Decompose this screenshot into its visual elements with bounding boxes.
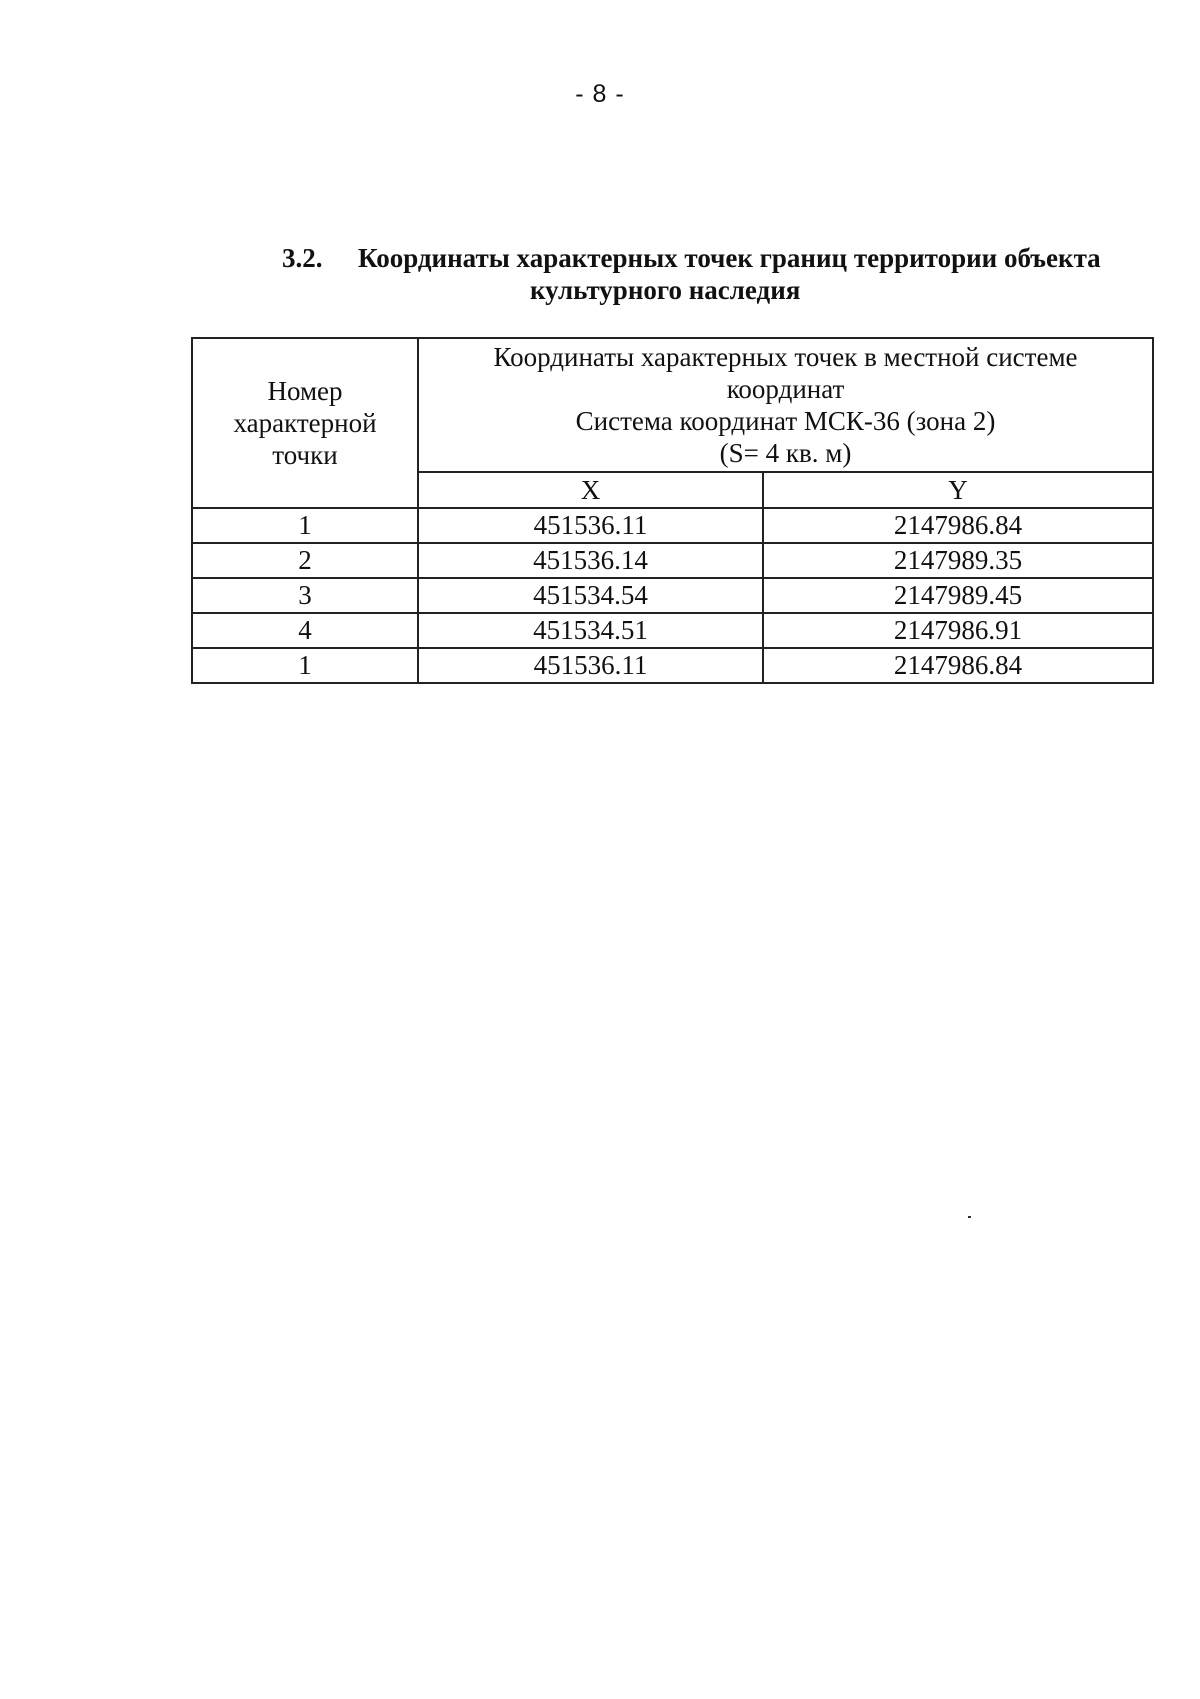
cell-y: 2147989.45 bbox=[763, 578, 1153, 613]
table-row bbox=[192, 543, 1153, 578]
cell-point: 2 bbox=[192, 543, 418, 578]
header-coords-line1: Координаты характерных точек в местной системе bbox=[493, 342, 1078, 372]
header-coords-line3: Система координат МСК-36 (зона 2) bbox=[575, 406, 996, 436]
cell-x: 451536.11 bbox=[418, 648, 763, 683]
header-coords-line2: координат bbox=[726, 374, 845, 404]
cell-x: 451536.11 bbox=[418, 508, 763, 543]
header-x: X bbox=[418, 472, 763, 508]
table-row bbox=[192, 578, 1153, 613]
header-point-line1: Номер bbox=[267, 376, 343, 406]
page-number: - 8 - bbox=[575, 80, 625, 108]
scan-speck bbox=[968, 1216, 971, 1218]
header-coordinates bbox=[418, 338, 1153, 472]
cell-x: 451536.14 bbox=[418, 543, 763, 578]
cell-point: 3 bbox=[192, 578, 418, 613]
section-number: 3.2. bbox=[282, 243, 323, 273]
table-header-row bbox=[192, 338, 1153, 472]
table-row bbox=[192, 648, 1153, 683]
cell-point: 1 bbox=[192, 648, 418, 683]
header-coords-line4: (S= 4 кв. м) bbox=[719, 438, 852, 468]
header-point-number bbox=[192, 338, 418, 508]
section-title-line2: культурного наследия bbox=[530, 275, 801, 305]
section-heading-line1 bbox=[282, 242, 1162, 274]
cell-y: 2147986.91 bbox=[763, 613, 1153, 648]
table-row bbox=[192, 613, 1153, 648]
coordinates-table bbox=[191, 337, 1154, 684]
header-point-line3: точки bbox=[272, 440, 338, 470]
header-y: Y bbox=[763, 472, 1153, 508]
cell-point: 4 bbox=[192, 613, 418, 648]
cell-x: 451534.51 bbox=[418, 613, 763, 648]
cell-y: 2147989.35 bbox=[763, 543, 1153, 578]
cell-y: 2147986.84 bbox=[763, 508, 1153, 543]
cell-point: 1 bbox=[192, 508, 418, 543]
section-heading bbox=[282, 242, 1162, 306]
header-point-line2: характерной bbox=[233, 408, 377, 438]
table-row bbox=[192, 508, 1153, 543]
section-title-line1: Координаты характерных точек границ территории объекта bbox=[358, 243, 1101, 273]
cell-x: 451534.54 bbox=[418, 578, 763, 613]
cell-y: 2147986.84 bbox=[763, 648, 1153, 683]
